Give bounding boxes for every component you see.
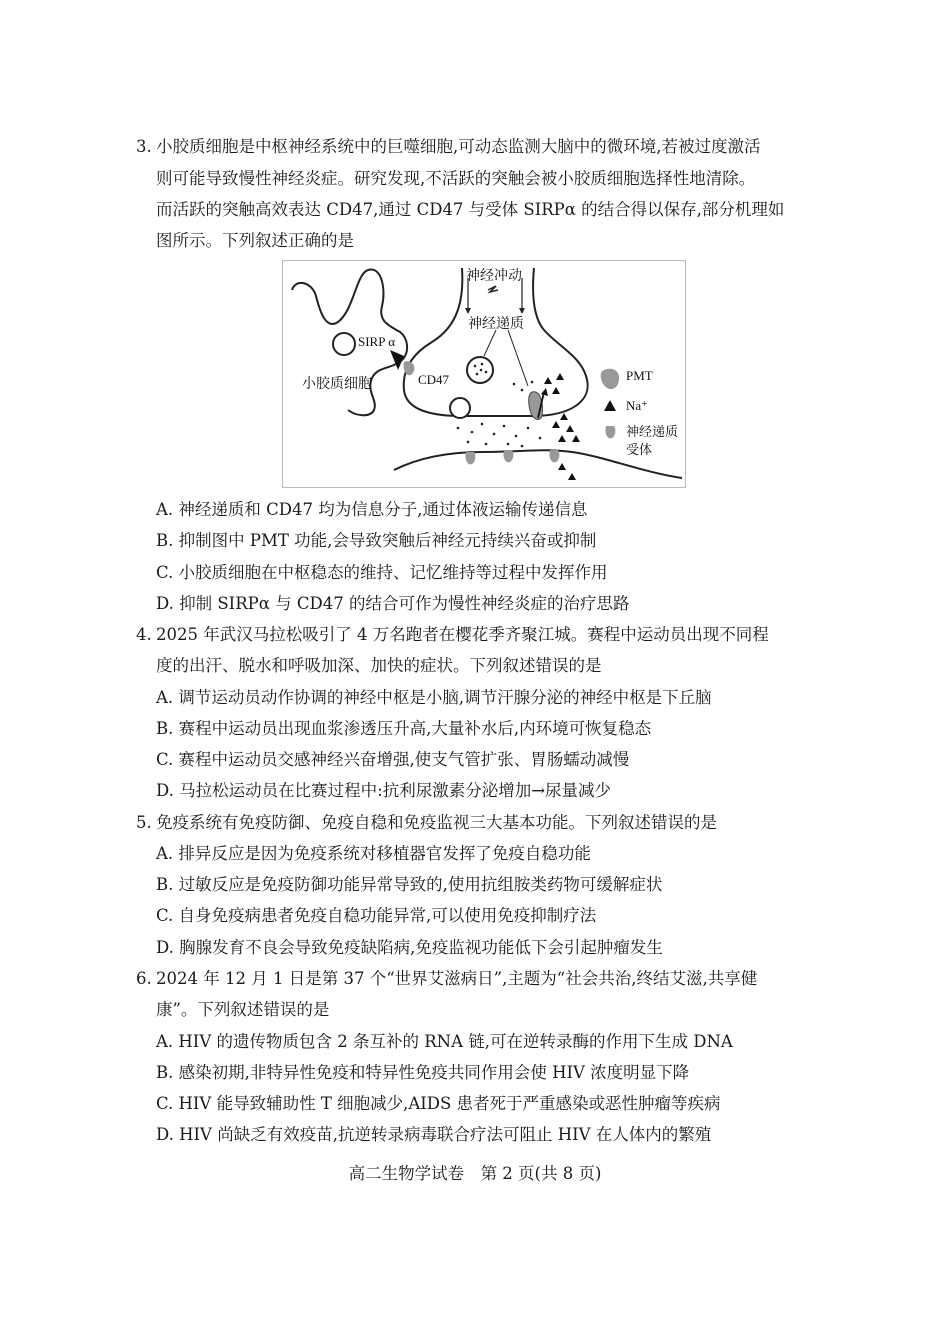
q4-stem-line-2: 度的出汗、脱水和呼吸加深、加快的症状。下列叙述错误的是	[156, 656, 602, 675]
legend-receptor-line-2: 受体	[626, 442, 653, 457]
fusing-vesicle	[450, 398, 470, 418]
q5-option-b: B. 过敏反应是免疫防御功能异常导致的,使用抗组胺类药物可缓解症状	[156, 875, 663, 894]
postsynaptic-receptor	[465, 452, 475, 464]
q3-option-a: A. 神经递质和 CD47 均为信息分子,通过体液运输传递信息	[156, 500, 588, 519]
q3-option-b: B. 抑制图中 PMT 功能,会导致突触后神经元持续兴奋或抑制	[156, 531, 597, 550]
sirpa-receptor	[390, 350, 404, 370]
label-sirpa: SIRP α	[358, 334, 396, 349]
postsynaptic-receptor	[503, 450, 513, 462]
q3-stem-line-1: 小胶质细胞是中枢神经系统中的巨噬细胞,可动态监测大脑中的微环境,若被过度激活	[156, 137, 761, 156]
label-cd47: CD47	[418, 372, 450, 387]
q5-stem-line-1: 免疫系统有免疫防御、免疫自稳和免疫监视三大基本功能。下列叙述错误的是	[156, 813, 717, 832]
q3-option-c: C. 小胶质细胞在中枢稳态的维持、记忆维持等过程中发挥作用	[156, 563, 608, 582]
q4-stem-line-1: 2025 年武汉马拉松吸引了 4 万名跑者在樱花季齐聚江城。赛程中运动员出现不同程	[156, 625, 769, 644]
q5-option-c: C. 自身免疫病患者免疫自稳功能异常,可以使用免疫抑制疗法	[156, 906, 597, 925]
q3-number: 3.	[136, 137, 152, 156]
impulse-squiggle	[488, 286, 498, 292]
q3-stem-line-3: 而活跃的突触高效表达 CD47,通过 CD47 与受体 SIRPα 的结合得以保存,部分机理如	[156, 200, 785, 219]
sodium-ions	[544, 373, 580, 480]
pmt-legend-icon	[601, 369, 619, 389]
cleft-transmitter-dots	[457, 381, 542, 448]
q5-option-a: A. 排异反应是因为免疫系统对移植器官发挥了免疫自稳功能	[156, 844, 591, 863]
legend-receptor-line-1: 神经递质	[626, 424, 679, 439]
label-microglia: 小胶质细胞	[302, 377, 372, 392]
q4-option-a: A. 调节运动员动作协调的神经中枢是小脑,调节汗腺分泌的神经中枢是下丘脑	[156, 688, 712, 707]
label-impulse: 神经冲动	[466, 269, 522, 284]
q5-number: 5.	[136, 813, 152, 832]
q6-option-a: A. HIV 的遗传物质包含 2 条互补的 RNA 链,可在逆转录酶的作用下生成 DNA	[156, 1032, 733, 1051]
microglia-nucleus	[333, 333, 355, 355]
q6-number: 6.	[136, 969, 152, 988]
page-footer: 高二生物学试卷 第 2 页(共 8 页)	[348, 1164, 602, 1183]
q3-stem-line-4: 图所示。下列叙述正确的是	[156, 231, 354, 250]
legend-pmt: PMT	[626, 368, 653, 383]
q3-option-d: D. 抑制 SIRPα 与 CD47 的结合可作为慢性神经炎症的治疗思路	[156, 594, 630, 613]
synapse-diagram	[282, 260, 686, 488]
postsynaptic-receptor	[549, 450, 559, 462]
q4-option-b: B. 赛程中运动员出现血浆渗透压升高,大量补水后,内环境可恢复稳态	[156, 719, 652, 738]
legend-na: Na⁺	[626, 398, 649, 413]
q6-stem-line-2: 康”。下列叙述错误的是	[156, 1000, 330, 1019]
q6-option-c: C. HIV 能导致辅助性 T 细胞减少,AIDS 患者死于严重感染或恶性肿瘤等疾病	[156, 1094, 721, 1113]
q3-stem-line-2: 则可能导致慢性神经炎症。研究发现,不活跃的突触会被小胶质细胞选择性地清除。	[156, 169, 756, 188]
q4-number: 4.	[136, 625, 152, 644]
q4-option-d: D. 马拉松运动员在比赛过程中:抗利尿激素分泌增加→尿量减少	[156, 781, 612, 800]
q6-option-d: D. HIV 尚缺乏有效疫苗,抗逆转录病毒联合疗法可阻止 HIV 在人体内的繁殖	[156, 1125, 712, 1144]
q4-option-c: C. 赛程中运动员交感神经兴奋增强,使支气管扩张、胃肠蠕动减慢	[156, 750, 630, 769]
q6-stem-line-1: 2024 年 12 月 1 日是第 37 个“世界艾滋病日”,主题为“社会共治,终结艾滋,共享健	[156, 969, 758, 988]
receptor-legend-icon	[605, 426, 615, 438]
q5-option-d: D. 胸腺发育不良会导致免疫缺陷病,免疫监视功能低下会引起肿瘤发生	[156, 938, 663, 957]
q6-option-b: B. 感染初期,非特异性免疫和特异性免疫共同作用会使 HIV 浓度明显下降	[156, 1063, 690, 1082]
na-legend-icon	[604, 400, 616, 411]
label-transmitter: 神经递质	[468, 317, 524, 332]
